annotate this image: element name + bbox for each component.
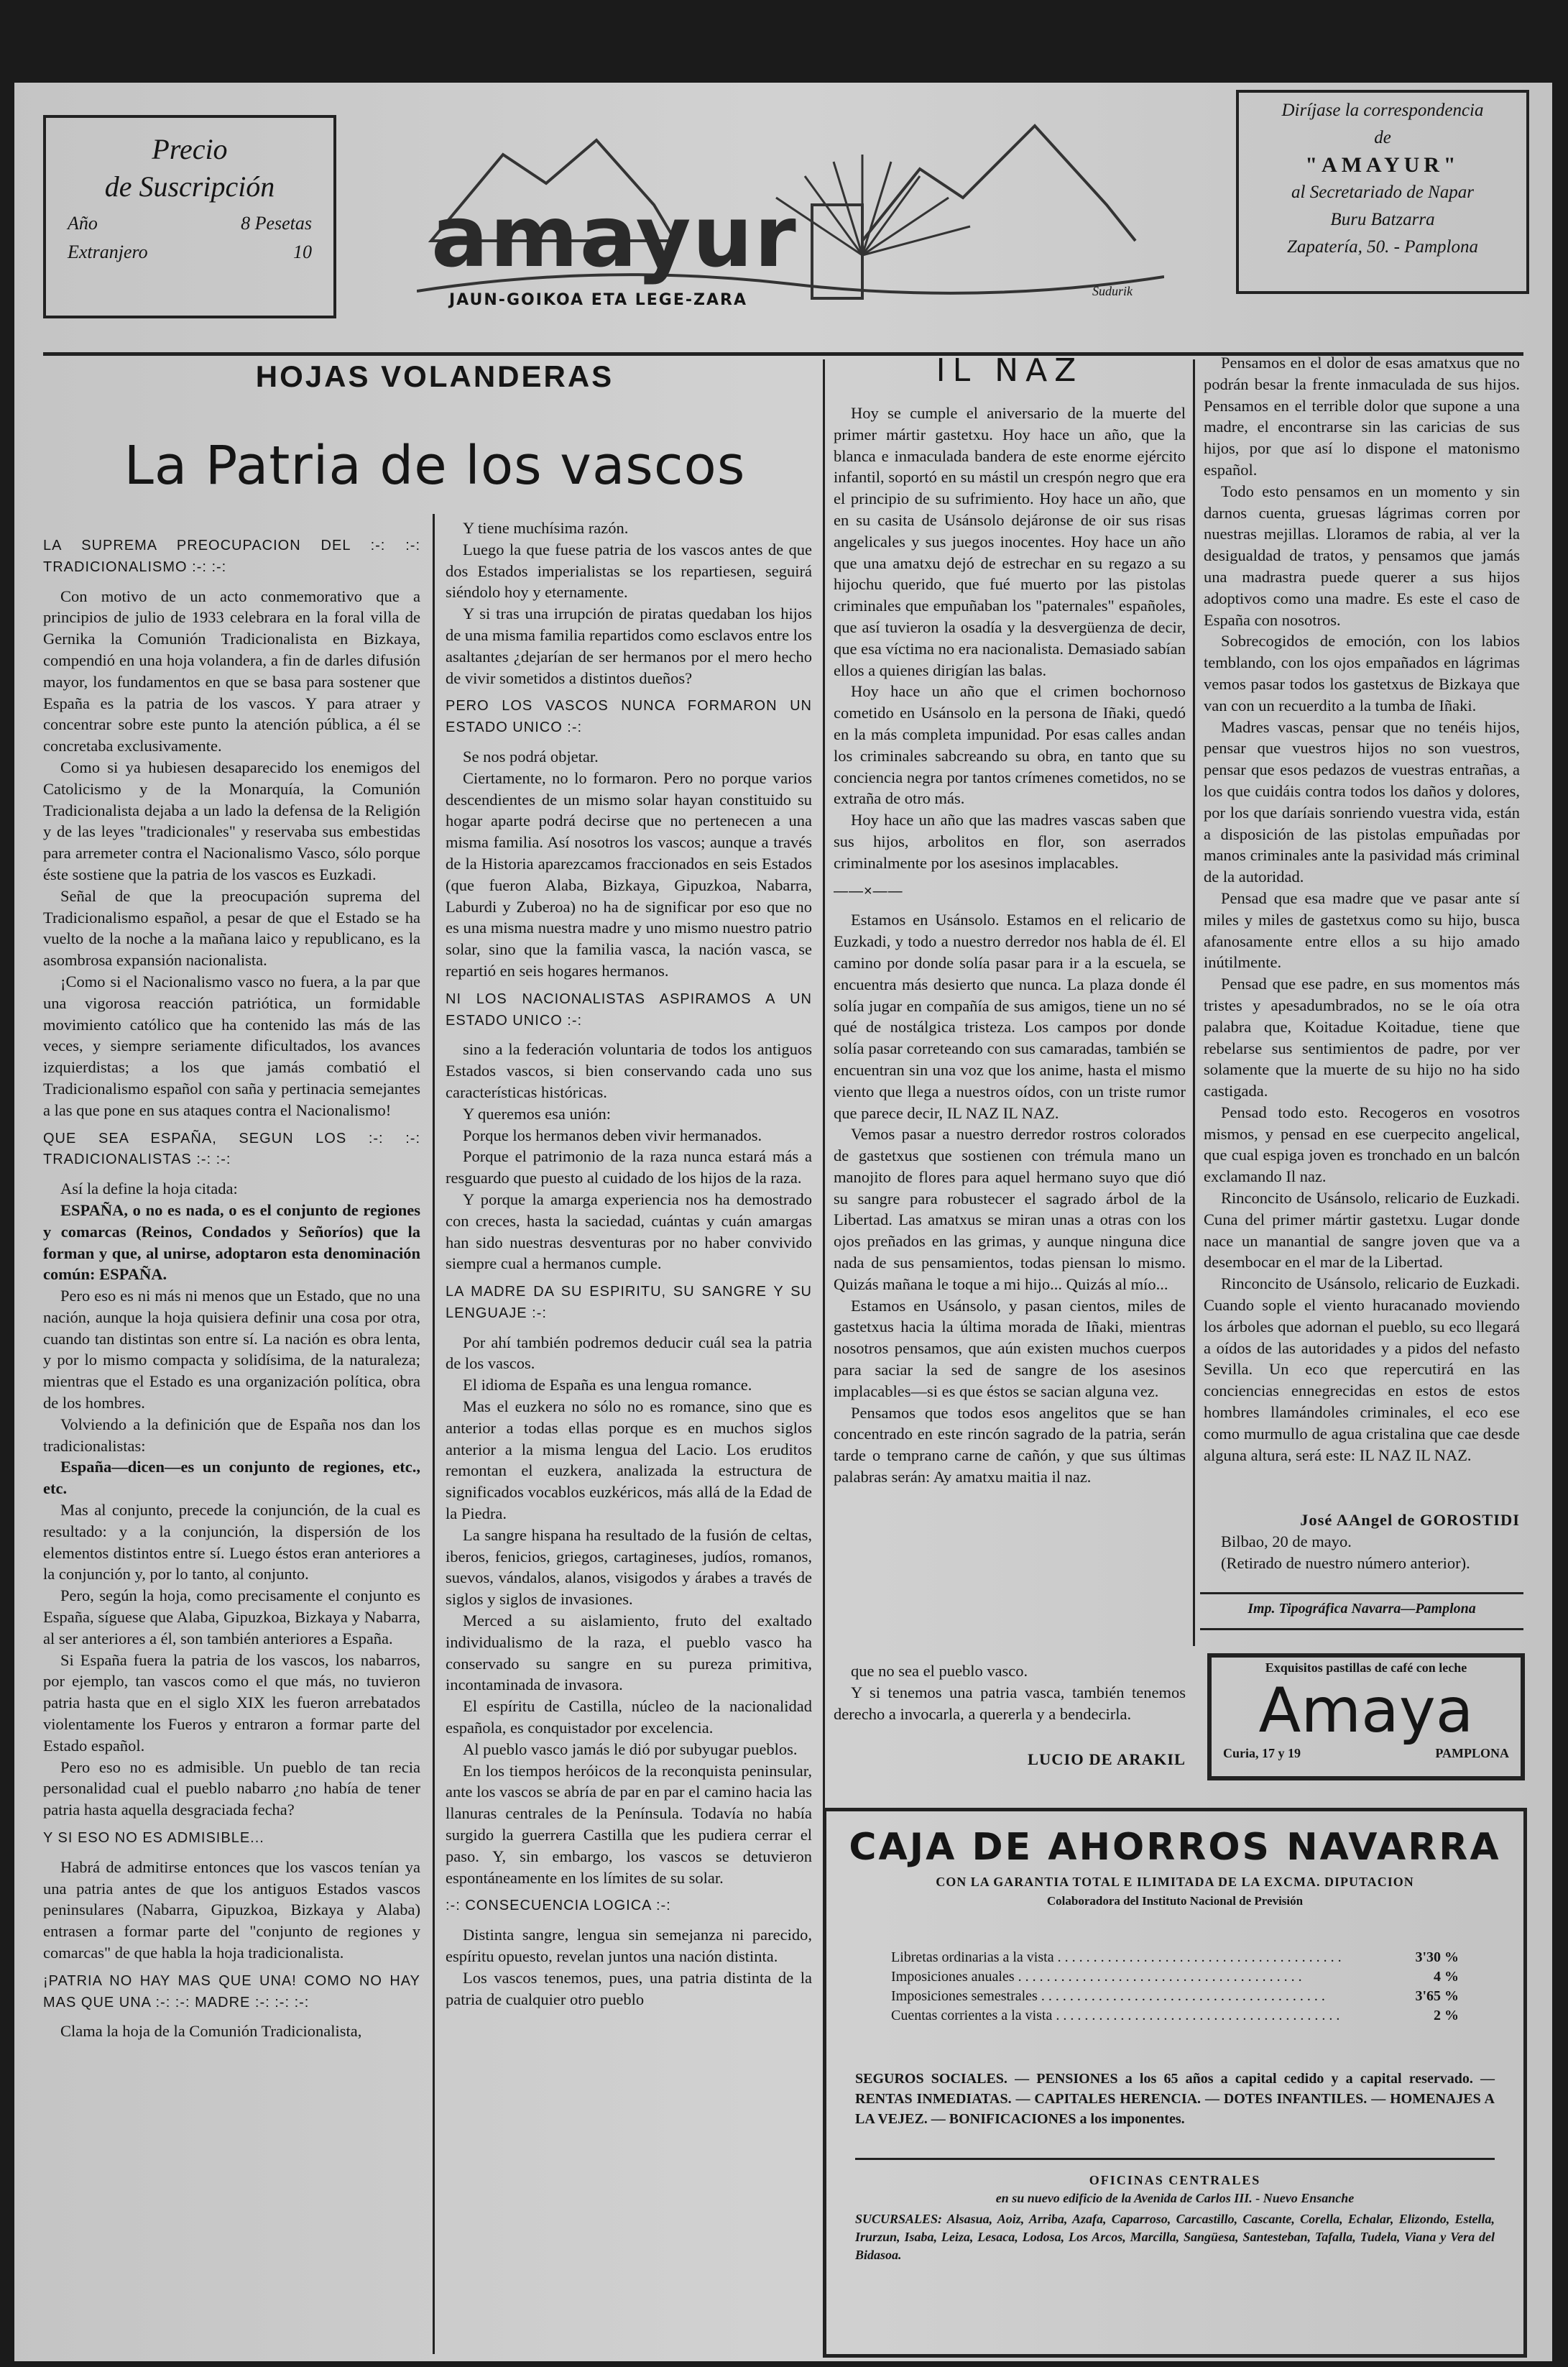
paragraph: Luego la que fuese patria de los vascos antes de que dos Estados imperialistas se los repartiesen, seguirá siéndolo hoy y eternamente. bbox=[446, 540, 812, 602]
mountain-right bbox=[862, 126, 1135, 241]
paragraph: Señal de que la preocupación suprema del Tradicionalismo español, a pesar de que el Estado se ha vuelto de la noche a la mañana laico y republicano, es la asombrosa expansión nacionalista. bbox=[43, 886, 420, 970]
paragraph: Rinconcito de Usánsolo, relicario de Euzkadi. Cuna del primer mártir gastetxu. Lugar donde nace un manantial de sangre joven que va a desembocar en el mar de la Libertad. bbox=[1204, 1189, 1520, 1272]
caja-ad-offices-address: en su nuevo edificio de la Avenida de Carlos III. - Nuevo Ensanche bbox=[995, 2191, 1355, 2205]
masthead-motto: JAUN-GOIKOA ETA LEGE-ZARA bbox=[449, 291, 747, 309]
section-subheading: QUE SEA ESPAÑA, SEGUN LOS :-: :-: TRADICIONALISTAS :-: :-: bbox=[43, 1130, 420, 1168]
paragraph: Distinta sangre, lengua sin semejanza ni parecido, espíritu opuesto, revelan juntos una nación distinta. bbox=[446, 1926, 812, 1965]
paragraph: Mas el euzkera no sólo no es romance, sino que es anterior a todas ellas porque es en muchos siglos anterior a la misma lengua del Lacio. Los eruditos remontan el euzkera, analizada la estructura de significados vocablos euzkéricos, más allá de la Edad de la Piedra. bbox=[446, 1397, 812, 1523]
paragraph: Pero eso es ni más ni menos que un Estado, que no una nación, aunque la hoja quisiera definir una cosa por otra, cuando tan distintas son entre sí. La nación es obra lenta, y por lo mismo compacta y solidísima, de la naturaleza; mientras que el Estado es una organización política, obra de los hombres. bbox=[43, 1287, 420, 1412]
newspaper-page bbox=[14, 83, 1552, 2361]
subscription-title-2: de Suscripción bbox=[104, 170, 275, 203]
caja-ad-branches: SUCURSALES: Alsasua, Aoiz, Arriba, Azafa, Caparroso, Carcastillo, Cascante, Corella, Echalar, Elizondo, Estella, Irurzun, Isaba, Leiza, Lesaca, Lodosa, Los Arcos, Marcilla, Sangüesa, Santesteban, Tafalla, Tudela, Viana y Vera del Bidasoa. bbox=[855, 2212, 1495, 2262]
section-subheading: PERO LOS VASCOS NUNCA FORMARON UN ESTADO UNICO :-: bbox=[446, 698, 812, 736]
paragraph: Clama la hoja de la Comunión Tradicionalista, bbox=[60, 2022, 362, 2041]
sun-rays bbox=[776, 155, 970, 255]
ilnaz-column-1 bbox=[834, 403, 1186, 1639]
caja-ad-collab: Colaboradora del Instituto Nacional de Previsión bbox=[1046, 1894, 1304, 1908]
paragraph: Pensad que ese padre, en sus momentos más tristes y apesadumbrados, no se le oía otra palabra que, Koitadue Koitadue, tiene que rebelarse sus sentimientos de padre, por ver solamente que la muerte de su hijo no ha sido castigada. bbox=[1204, 975, 1520, 1100]
paragraph: sino a la federación voluntaria de todos los antiguos Estados vascos, si bien conservando cada uno sus características históricas. bbox=[446, 1040, 812, 1101]
rate-row: Imposiciones anuales . . . 4 % bbox=[891, 1967, 1459, 1987]
caja-ad-title: CAJA DE AHORROS NAVARRA bbox=[849, 1826, 1501, 1869]
paragraph: El espíritu de Castilla, núcleo de la nacionalidad española, es conquistador por excelencia. bbox=[446, 1697, 812, 1737]
amaya-ad-name: Amaya bbox=[1258, 1675, 1474, 1747]
paragraph: Ciertamente, no lo formaron. Pero no porque varios descendientes de un mismo solar hayan constituido su hogar aparte podrá decirse que no pertenecen a una misma familia. Así nosotros los vascos; aunque a través de la Historia aparezcamos fraccionados en seis Estados (que fueron Alaba, Bizkaya, Gipuzkoa, Nabarra, Laburdi y Zuberoa) no ha de significar por eso que no es una misma nuestra madre y uno mismo nuestro patrio solar, sino que la familia vasca, la nación vasca, se repartió en seis hogares hermanos. bbox=[446, 768, 812, 980]
column-rule-1 bbox=[433, 514, 435, 2354]
article-kicker: HOJAS VOLANDERAS bbox=[255, 359, 614, 393]
rate-row: Libretas ordinarias a la vista . . . 3'30 % bbox=[891, 1948, 1459, 1967]
paragraph: Si España fuera la patria de los vascos, los nabarros, por ejemplo, tan vascos como el que más, no tuvieron patria hasta que en el siglo XIX les fueron arrebatados violentamente los Fueros y entraron a formar parte del Estado español. bbox=[43, 1650, 420, 1755]
paragraph: Pensamos que todos esos angelitos que se han concentrado en este rincón sagrado de la patria, serán tarde o temprano carne de cañón, y que sus últimas palabras serán: Ay amatxu maitia il naz. bbox=[834, 1403, 1186, 1486]
amaya-ad-address-row: Curia, 17 y 19 PAMPLONA bbox=[1223, 1746, 1509, 1760]
section-subheading: ¡PATRIA NO HAY MAS QUE UNA! COMO NO HAY MAS QUE UNA :-: :-: MADRE :-: :-: :-: bbox=[43, 1972, 420, 2010]
article-signature: LUCIO DE ARAKIL bbox=[1027, 1750, 1186, 1768]
rate-row: Imposiciones semestrales . . . 3'65 % bbox=[891, 1987, 1459, 2006]
caja-ad bbox=[823, 1808, 1527, 2358]
paragraph: España—dicen—es un conjunto de regiones, etc., etc. bbox=[43, 1458, 420, 1498]
paragraph: Estamos en Usánsolo, y pasan cientos, miles de gastetxus hacia la última morada de Iñaki, mientras nosotros pensamos, que aún existen muchos cuerpos para saciar la sed de sangre de los asesinos implacables—si es que éstos se sacian alguna vez. bbox=[834, 1296, 1186, 1400]
subscription-row-abroad: Extranjero 10 bbox=[68, 242, 312, 262]
paragraph: Como si ya hubiesen desaparecido los enemigos del Catolicismo y de la Monarquía, la Comunión Tradicionalista dejaba a un lado la defensa de la Religión y de las leyes "tradicionales" y reservaba sus embestidas para arremeter contra el Nacionalismo Vasco, sólo porque éste sostiene que la patria de los vascos es Euzkadi. bbox=[43, 758, 420, 883]
paragraph: Con motivo de un acto conmemorativo que a principios de julio de 1933 celebrara en la foral villa de Gernika la Comunión Tradicionalista en Bizkaya, compendió en una hoja volandera, a fin de darles difusión mayor, los fundamentos en que se basa para sostener que España es la patria de los vascos. Y para atraer y concentrar sobre este punto la atención pública, a él se concretaba exclusivamente. bbox=[43, 587, 420, 755]
artist-signature: Sudurik bbox=[1092, 284, 1133, 298]
paragraph: La sangre hispana ha resultado de la fusión de celtas, iberos, fenicios, griegos, cartagineses, judíos, romanos, suevos, vándalos, alanos, visigodos y árabes a través de siglos y siglos de invasiones. bbox=[446, 1525, 812, 1609]
paragraph: Pensad que esa madre que ve pasar ante sí miles y miles de gastetxus como su hijo, busca afanosamente entre ellos a su hijo amado inútilmente. bbox=[1204, 888, 1520, 972]
section-subheading: ——×—— bbox=[834, 883, 903, 899]
imprint: Imp. Tipográfica Navarra—Pamplona bbox=[1248, 1601, 1476, 1617]
subscription-box bbox=[43, 115, 336, 318]
article-tail bbox=[834, 1660, 1186, 1747]
section-subheading: Y SI ESO NO ES ADMISIBLE... bbox=[43, 1830, 264, 1847]
paragraph: ESPAÑA, o no es nada, o es el conjunto de regiones y comarcas (Reinos, Condados y Señoríos) que la forman y que, al unirse, adoptaron esta denominación común: ESPAÑA. bbox=[43, 1200, 420, 1284]
article-column-2 bbox=[446, 518, 812, 2354]
paragraph: Porque los hermanos deben vivir hermanados. bbox=[463, 1126, 762, 1144]
paragraph: Así la define la hoja citada: bbox=[60, 1180, 238, 1198]
ilnaz-title: IL NAZ bbox=[936, 352, 1084, 389]
paragraph: Y si tras una irrupción de piratas quedaban los hijos de una misma familia repartidos como esclavos entre los asaltantes ¿dejarían de ser hermanos por el mero hecho de vivir sometidos a distintos dueños? bbox=[446, 605, 812, 687]
caja-ad-offices-title: OFICINAS CENTRALES bbox=[1089, 2173, 1261, 2187]
column-rule-2 bbox=[823, 359, 825, 1894]
paragraph: Pero, según la hoja, como precisamente el conjunto es España, síguese que Alaba, Gipuzkoa, Bizkaya y Nabarra, al ser anteriores a él, son también anteriores a España. bbox=[43, 1586, 420, 1647]
paragraph: Estamos en Usánsolo. Estamos en el relicario de Euzkadi, y todo a nuestro derredor nos habla de él. El camino por donde solía pasar para ir a la escuela, se encuentra más desierto que nunca. La plaza donde él solía jugar en compañía de sus amigos, tiene un no sé qué de nostálgica tristeza. Los campos por donde solía pasar correteando con sus camaradas, también se encuentran sin una voz que los anime, hasta el mismo viento que llega a nuestros oídos, con un triste rumor que parece decir, IL NAZ IL NAZ. bbox=[834, 911, 1186, 1122]
caja-ad-rates bbox=[891, 1948, 1459, 2026]
paragraph: Sobrecogidos de emoción, con los labios temblando, con los ojos empañados en lágrimas vemos pasar todos los gastetxus de Bizkaya que van con un recuerdito a la tumba de Iñaki. bbox=[1204, 632, 1520, 714]
subscription-row-year: Año 8 Pesetas bbox=[68, 213, 312, 234]
subscription-title-1: Precio bbox=[152, 133, 228, 165]
paragraph: Al pueblo vasco jamás le dió por subyugar pueblos. bbox=[463, 1739, 798, 1758]
paragraph: El idioma de España es una lengua romance. bbox=[463, 1376, 752, 1394]
paragraph: Pensad todo esto. Recogeros en vosotros mismos, y pensad en ese cuerpecito angelical, que cual espiga joven es tronchado en un balcón exclamando Il naz. bbox=[1204, 1103, 1520, 1186]
paragraph: Madres vascas, pensar que no tenéis hijos, pensar que vuestros hijos no son vuestros, pensar que esos pedazos de vuestras entrañas, a los que cuidáis contra todos los daños y dolores, por los que daríais sonriendo vuestra vida, están a disposición de las pistolas empuñadas por manos criminales ante la pasividad más criminal de la autoridad. bbox=[1204, 717, 1520, 886]
paragraph: Rinconcito de Usánsolo, relicario de Euzkadi. Cuando sople el viento huracanado moviendo los árboles que adornan el pueblo, su eco llegará a oídos de las autoridades y a pidos del nefasto Sevilla. Un eco que repercutirá en las conciencias ennegrecidas en estos de estos hombres llamándoles criminales, el eco ese como murmullo de agua cristalina que cae desde alguna altura, será este: IL NAZ IL NAZ. bbox=[1204, 1274, 1520, 1464]
imprint-rule-bottom bbox=[1200, 1628, 1523, 1630]
paragraph: Hoy hace un año que las madres vascas saben que sus hijos, arbolitos en flor, son aserrados criminalmente por los asesinos implacables. bbox=[834, 811, 1186, 872]
paragraph: En los tiempos heróicos de la reconquista peninsular, ante los vascos se abría de par en par el camino hacia las llanuras centrales de la Península. Todavía no había surgido la guerrera Castilla que les pudiera cerrar el paso. Y, sin embargo, los vascos se detuvieron espontáneamente en los límites de su solar. bbox=[446, 1761, 812, 1887]
paragraph: Y si tenemos una patria vasca, también tenemos derecho a invocarla, a quererla y a bendecirla. bbox=[834, 1683, 1186, 1723]
ilnaz-column-2 bbox=[1204, 352, 1520, 1506]
paragraph: Volviendo a la definición que de España nos dan los tradicionalistas: bbox=[43, 1415, 420, 1455]
paragraph: Hoy hace un año que el crimen bochornoso cometido en Usánsolo en la persona de Iñaki, quedó en la más completa impunidad. Por esas calles andan los criminales sabcreando su obra, en tanto que su conciencia negra por tantos crímenes cometidos, no se extraña de otro más. bbox=[834, 682, 1186, 808]
paragraph: ¡Como si el Nacionalismo vasco no fuera, a la par que una vigorosa reacción patriótica, un formidable movimiento católico que ha contenido las más de las veces, y siempre seriamente dificultados, los avances izquierdistas; a los que jamás combatió el Tradicionalismo español con saña y pertinacia semejantes a las que pone en sus ataques contra el Nacionalismo! bbox=[43, 972, 420, 1119]
paragraph: Por ahí también podremos deducir cuál sea la patria de los vascos. bbox=[446, 1333, 812, 1373]
caja-ad-offices-rule bbox=[855, 2158, 1495, 2160]
paragraph: Y queremos esa unión: bbox=[463, 1104, 611, 1123]
brand-logo: amayur bbox=[431, 187, 798, 286]
paragraph: Se nos podrá objetar. bbox=[463, 747, 599, 766]
paragraph: Vemos pasar a nuestro derredor rostros colorados de gastetxus que sostienen con trémula mano un manojito de flores para aquel hermano suyo que dió su sangre para robustecer el sagrado árbol de la Libertad. Las amatxus se miran unas a otras con los ojos preñados en las grimas, y aunque ninguna dice nada de sus pensamientos, todas piensan lo mismo. Quizás mañana le toque a mi hijo... Quizás al mío... bbox=[834, 1125, 1186, 1293]
paragraph: Los vascos tenemos, pues, una patria distinta de la patria de cualquier otro pueblo bbox=[446, 1968, 812, 2008]
amaya-ad bbox=[1207, 1653, 1525, 1780]
paragraph: Y tiene muchísima razón. bbox=[463, 519, 629, 537]
paragraph: Pensamos en el dolor de esas amatxus que no podrán besar la frente inmaculada de sus hijos. Pensamos en el terrible dolor que supone a una madre, el encontrarse sin las caricias de sus hijos, por que así lo dispone el matonismo español. bbox=[1204, 354, 1520, 479]
paragraph: Todo esto pensamos en un momento y sin darnos cuenta, gruesas lágrimas corren por nuestras mejillas. Lloramos de rabia, al ver la desigualdad de tratos, y pensamos que jamás una madrastra puede querer a sus hijos adoptivos como una madre. Es este el caso de España con nosotros. bbox=[1204, 482, 1520, 629]
paragraph: que no sea el pueblo vasco. bbox=[851, 1662, 1028, 1680]
amaya-ad-tagline: Exquisitos pastillas de café con leche bbox=[1265, 1660, 1467, 1675]
article-column-1 bbox=[43, 528, 420, 2354]
section-subheading: NI LOS NACIONALISTAS ASPIRAMOS A UN ESTADO UNICO :-: bbox=[446, 991, 812, 1029]
paragraph: Y porque la amarga experiencia nos ha demostrado con creces, hasta la saciedad, cuántas y cuán amargas han sido nuestras desventuras por no haber convivido siempre cual a hermanos cumple. bbox=[446, 1190, 812, 1273]
paragraph: Merced a su aislamiento, fruto del exaltado individualismo de la raza, el pueblo vasco ha conservado su sangre en su pureza primitiva, incontaminada de invasora. bbox=[446, 1612, 812, 1694]
section-subheading: LA SUPREMA PREOCUPACION DEL :-: :-: TRADICIONALISMO :-: :-: bbox=[43, 538, 420, 575]
paragraph: Pero eso no es admisible. Un pueblo de tan recia personalidad cual el pueblo nabarro ¿no había de tener patria hasta aquella desgraciada fecha? bbox=[43, 1757, 420, 1819]
ilnaz-signature-block: José AAngel de GOROSTIDI Bilbao, 20 de mayo. (Retirado de nuestro número anterior). bbox=[1221, 1511, 1520, 1572]
paragraph: Porque el patrimonio de la raza nunca estará más a resguardo que puesto al cuidado de los hijos de la raza. bbox=[446, 1147, 812, 1187]
paragraph: Mas al conjunto, precede la conjunción, de la cual es resultado: y a la conjunción, la dispersión de los elementos distintos entre sí. Luego éstos eran anteriores a la conjunción y, por lo tanto, al conjunto. bbox=[43, 1501, 420, 1584]
section-subheading: :-: CONSECUENCIA LOGICA :-: bbox=[446, 1898, 671, 1914]
article-headline: La Patria de los vascos bbox=[124, 435, 746, 497]
correspondence-box: Diríjase la correspondencia de "AMAYUR" al Secretariado de Napar Buru Batzarra Zapatería, 50. - Pamplona bbox=[1236, 90, 1529, 294]
column-rule-3 bbox=[1193, 359, 1195, 1646]
paragraph: Hoy se cumple el aniversario de la muerte del primer mártir gastetxu. Hoy hace un año, que la blanca e inmaculada bandera de este enorme ejército infantil, soportó en su mástil un crespón negro que era el principio de su sufrimiento. Hoy hace un año, que en su casita de Usánsolo dejáronse de oir sus risas angelicales y sus juegos inocentes. Hoy hace un año que una amatxu dejó de estrechar en su regazo a su hijochu querido, que fué muerto por las pistolas criminales que empuñaban los "paternales" españoles, que así tuvieron la osadía y la desvergüenza de decir, que esa víctima no era nacionalista. Demasiado sabían ellos a quienes dirigían las balas. bbox=[834, 404, 1186, 679]
paragraph: Habrá de admitirse entonces que los vascos tenían ya una patria antes de que los antiguos Estados vascos peninsulares (Nabarra, Gipuzkoa, Bizkaya y Alaba) entrasen a formar parte del "conjunto de regiones y comarcas" de que habla la hoja tradicionalista. bbox=[43, 1857, 420, 1962]
imprint-rule-top bbox=[1200, 1592, 1523, 1594]
caja-ad-services: SEGUROS SOCIALES. — PENSIONES a los 65 años a capital cedido y a capital reservado. — RENTAS INMEDIATAS. — CAPITALES HERENCIA. — DOTES INFANTILES. — HOMENAJES A LA VEJEZ. — BONIFICACIONES a los imponentes. bbox=[855, 2071, 1495, 2127]
section-subheading: LA MADRE DA SU ESPIRITU, SU SANGRE Y SU LENGUAJE :-: bbox=[446, 1284, 812, 1321]
rate-row: Cuentas corrientes a la vista . . . 2 % bbox=[891, 2006, 1459, 2026]
caja-ad-subtitle: CON LA GARANTIA TOTAL E ILIMITADA DE LA EXCMA. DIPUTACION bbox=[936, 1875, 1414, 1889]
